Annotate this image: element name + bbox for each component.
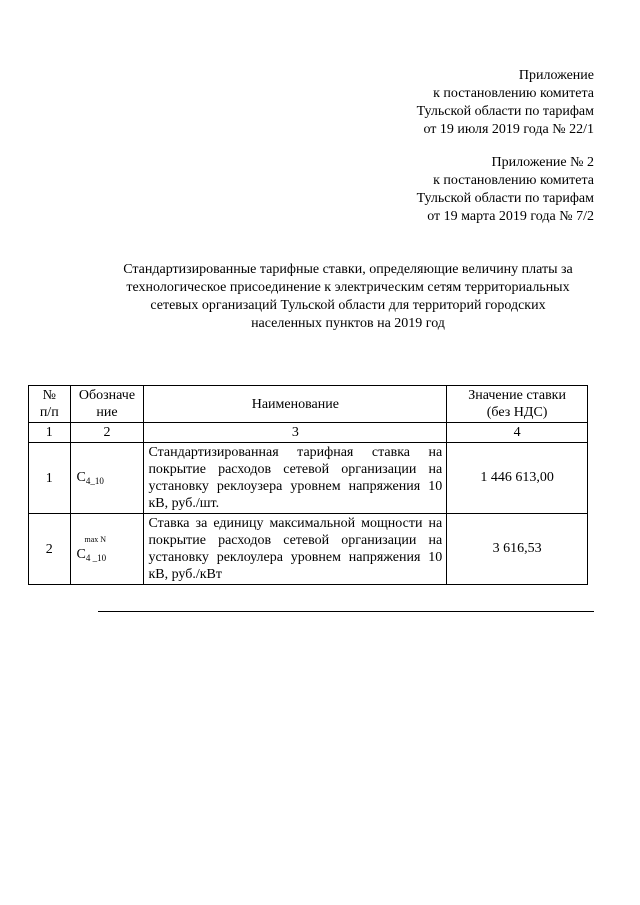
row-value: 1 446 613,00 [447, 443, 588, 514]
row-name: Ставка за единицу максимальной мощности на покрытие расходов сетевой организации на установку реклоулера уровнем напряжения 10 кВ, руб./кВт [144, 514, 447, 585]
footer-divider [98, 611, 594, 612]
header-name: Наименование [144, 386, 447, 423]
column-number-row [29, 423, 588, 443]
header-value-line-2: (без НДС) [486, 405, 548, 420]
code-main: C [76, 547, 86, 562]
column-number: 1 [29, 423, 71, 443]
appendix-2-block [417, 154, 594, 226]
header-value [447, 386, 588, 423]
table-row [29, 443, 588, 514]
row-code [70, 514, 144, 585]
column-number: 4 [447, 423, 588, 443]
title-line-4: населенных пунктов на 2019 год [251, 316, 445, 331]
header-num-line-2: п/п [39, 405, 59, 420]
appendix-2-line-2: к постановлению комитета [433, 173, 594, 188]
column-number: 2 [70, 423, 144, 443]
code-superscript: max N [84, 535, 107, 544]
appendix-1-line-2: к постановлению комитета [433, 86, 594, 101]
code-subscript: 4 _10 [85, 553, 107, 563]
appendix-2-line-3: Тульской области по тарифам [416, 191, 594, 206]
code-subscript: 4_10 [85, 476, 104, 486]
table-header-row [29, 386, 588, 423]
column-number: 3 [144, 423, 447, 443]
appendix-1-line-4: от 19 июля 2019 года № 22/1 [423, 122, 594, 137]
header-code [70, 386, 144, 423]
header-num-line-1: № [42, 388, 56, 403]
title-line-3: сетевых организаций Тульской области для территорий городских [150, 298, 546, 313]
header-code-line-2: ние [96, 405, 118, 420]
appendix-1-line-3: Тульской области по тарифам [416, 104, 594, 119]
appendix-1-line-1: Приложение [518, 68, 594, 83]
appendix-1-block [417, 67, 594, 139]
table-row [29, 514, 588, 585]
header-code-line-1: Обозначе [78, 388, 136, 403]
rates-table [28, 385, 588, 585]
row-num: 1 [29, 443, 71, 514]
appendix-2-line-1: Приложение № 2 [491, 155, 594, 170]
row-num: 2 [29, 514, 71, 585]
appendix-2-line-4: от 19 марта 2019 года № 7/2 [427, 209, 594, 224]
row-name: Стандартизированная тарифная ставка на покрытие расходов сетевой организации на установку реклоузера уровнем напряжения 10 кВ, руб./шт. [144, 443, 447, 514]
header-num [29, 386, 71, 423]
row-value: 3 616,53 [447, 514, 588, 585]
code-main: C [76, 470, 86, 485]
row-code [70, 443, 144, 514]
title-line-1: Стандартизированные тарифные ставки, определяющие величину платы за [123, 262, 573, 277]
header-value-line-1: Значение ставки [468, 388, 566, 403]
document-title [90, 261, 606, 333]
title-line-2: технологическое присоединение к электрическим сетям территориальных [126, 280, 570, 295]
